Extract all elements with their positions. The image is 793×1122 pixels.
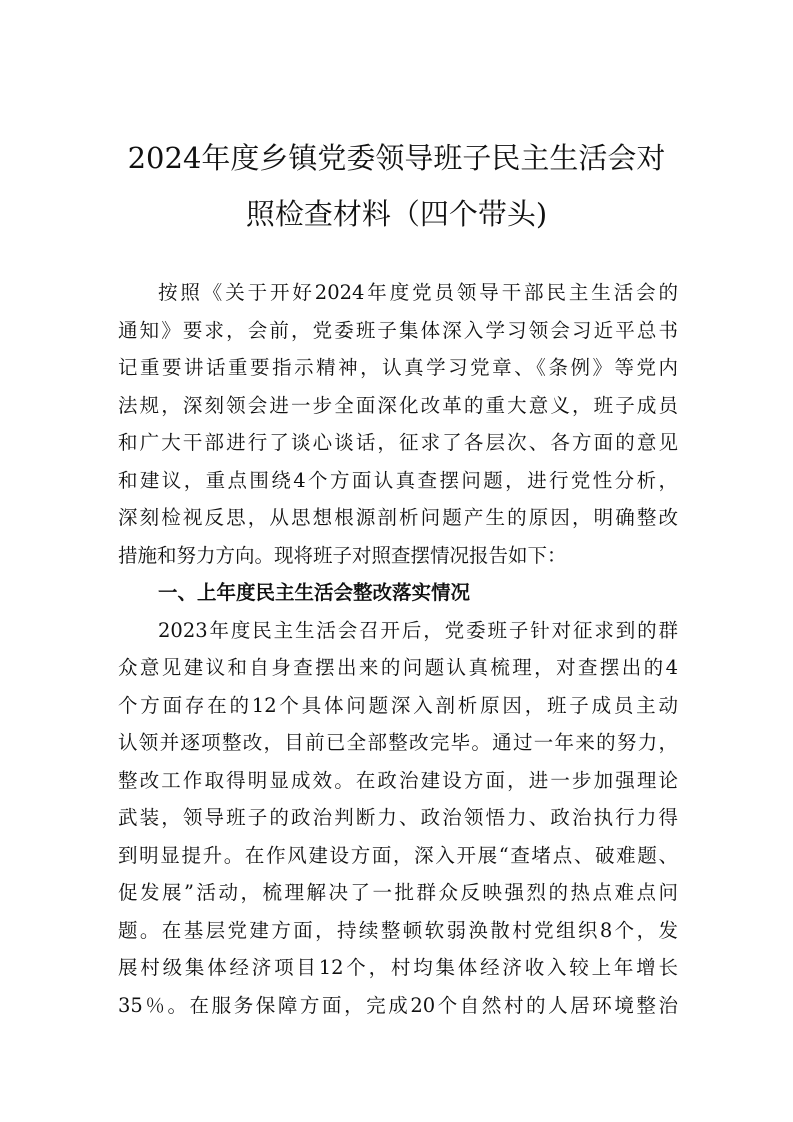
text-line: 众意见建议和自身查摆出来的问题认真梳理，对查摆出的4 [118,656,678,679]
text-line: 整改工作取得明显成效。在政治建设方面，进一步加强理论 [118,768,678,792]
section-heading: 一、上年度民主生活会整改落实情况 [158,581,471,604]
text-line: 深刻检视反思，从思想根源剖析问题产生的原因，明确整改 [118,506,678,529]
text-line: 促发展”活动，梳理解决了一批群众反映强烈的热点难点问 [118,881,678,904]
document-title-line-2: 照检查材料（四个带头) [245,197,548,231]
text-line: 认领并逐项整改，目前已全部整改完毕。通过一年来的努力， [118,731,678,754]
paragraph-rectification [118,612,678,1025]
text-line: 题。在基层党建方面，持续整顿软弱涣散村党组织8个，发 [118,918,678,942]
text-line: 措施和努力方向。现将班子对照查摆情况报告如下： [118,543,567,567]
text-line: 和建议，重点围绕4个方面认真查摆问题，进行党性分析， [118,468,678,492]
text-line: 按照《关于开好2024年度党员领导干部民主生活会的 [158,281,678,304]
paragraph-intro [118,274,678,574]
text-line: 法规，深刻领会进一步全面深化改革的重大意义，班子成员 [118,393,678,417]
text-line: 35％。在服务保障方面，完成20个自然村的人居环境整治 [118,993,678,1017]
text-line: 通知》要求，会前，党委班子集体深入学习领会习近平总书 [118,318,678,342]
text-line: 到明显提升。在作风建设方面，深入开展“查堵点、破难题、 [118,843,678,867]
text-line: 个方面存在的12个具体问题深入剖析原因，班子成员主动 [118,693,678,717]
text-line: 武装，领导班子的政治判断力、政治领悟力、政治执行力得 [118,806,678,829]
text-line: 展村级集体经济项目12个，村均集体经济收入较上年增长 [118,956,678,979]
text-line: 2023年度民主生活会召开后，党委班子针对征求到的群 [158,618,678,642]
text-line: 和广大干部进行了谈心谈话，征求了各层次、各方面的意见 [118,431,678,454]
document-body [118,274,678,1024]
text-line: 记重要讲话重要指示精神，认真学习党章、《条例》等党内 [118,356,678,379]
document-title-line-1: 2024年度乡镇党委领导班子民主生活会对 [127,141,666,175]
